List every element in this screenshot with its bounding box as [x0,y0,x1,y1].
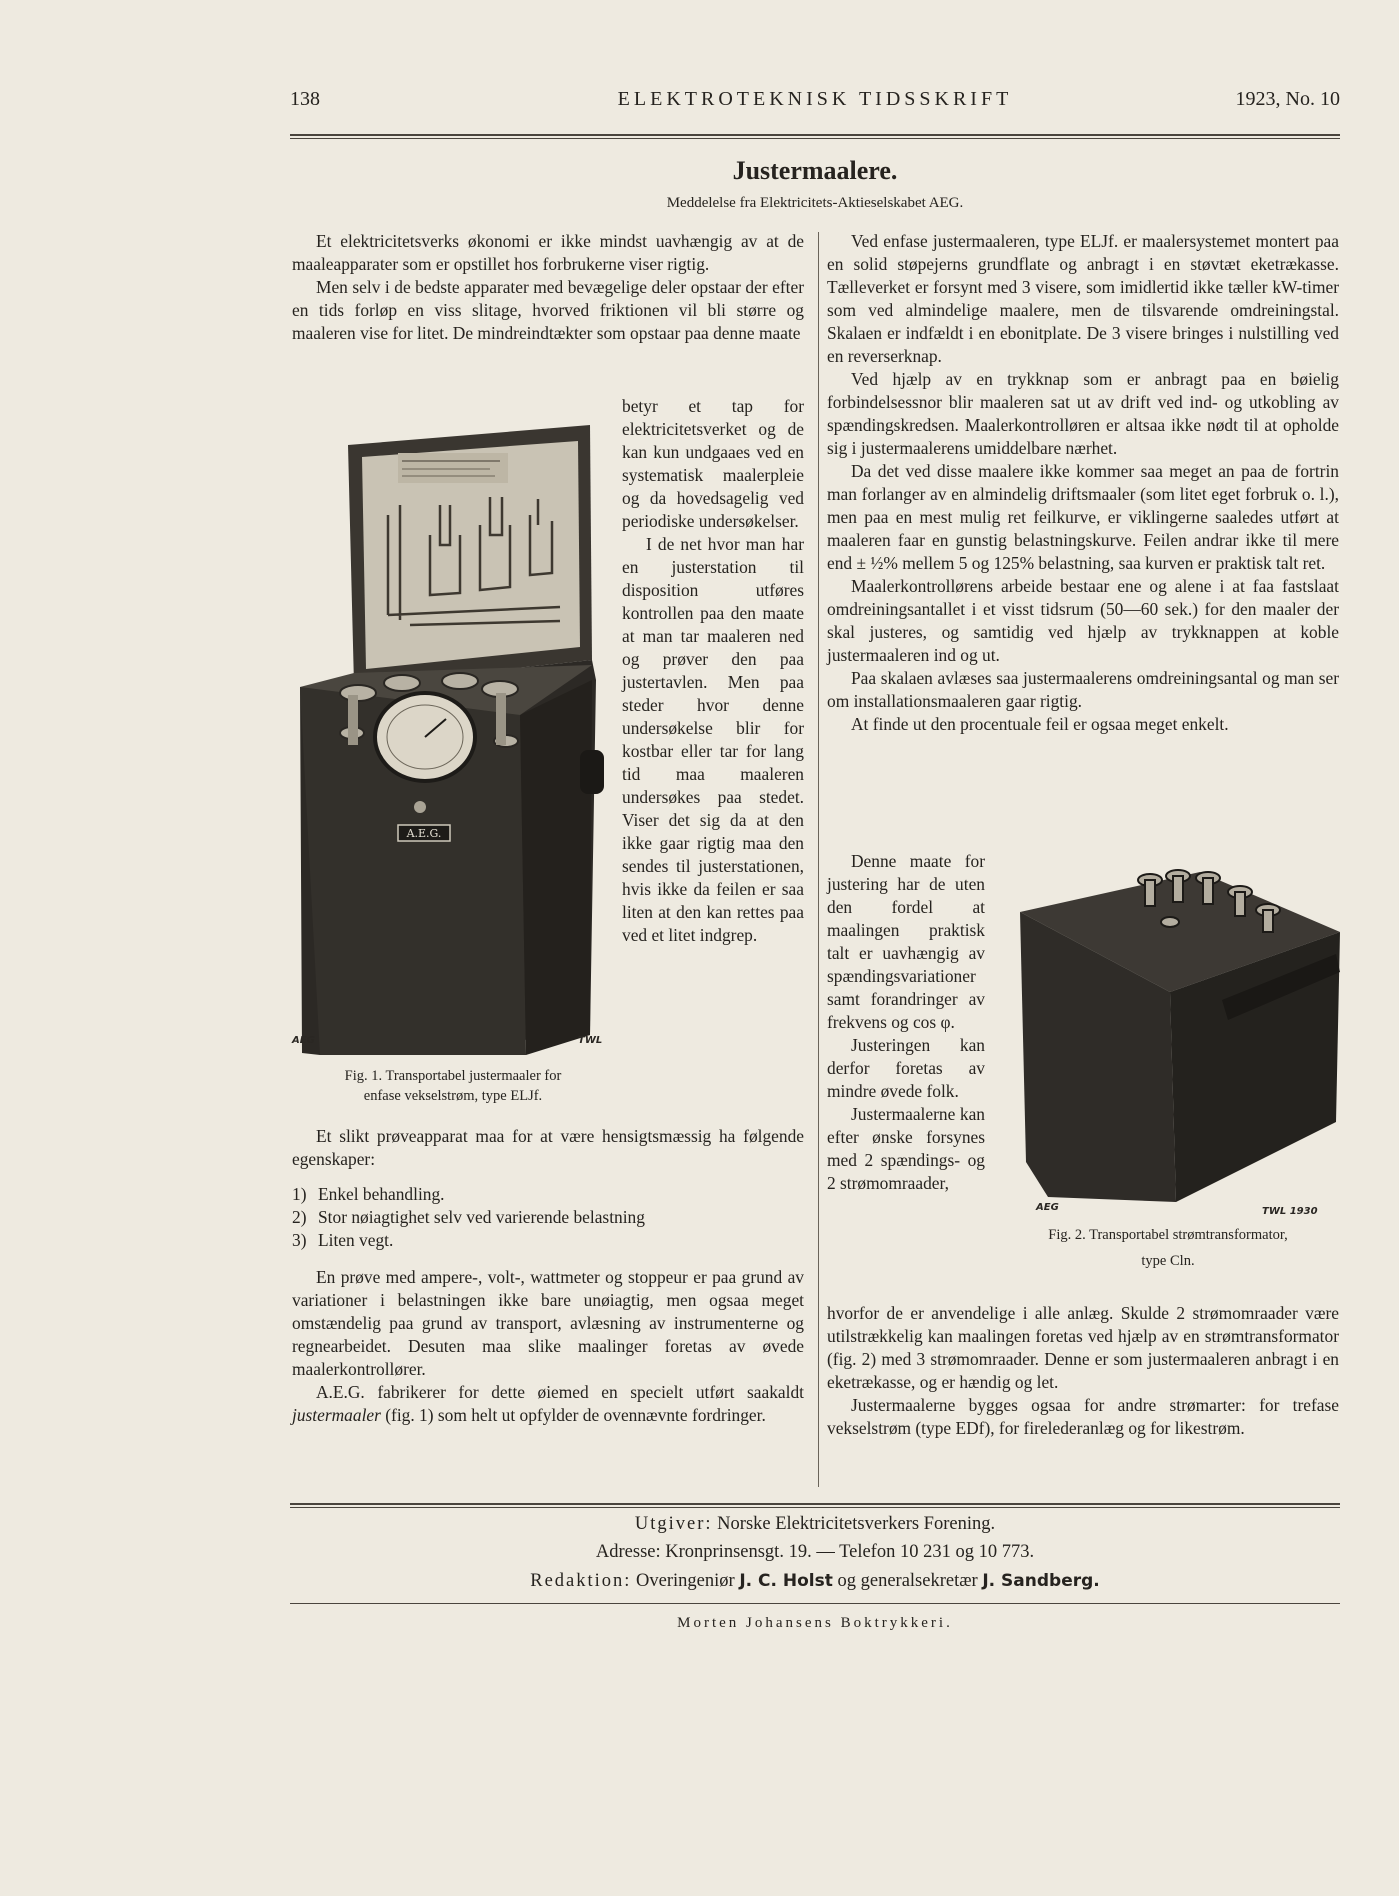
right-column-bottom [827,1302,1339,1440]
article-subtitle: Meddelelse fra Elektricitets-Aktieselskabet AEG. [666,195,964,211]
fig2-mark-left: AEG [1036,1202,1059,1213]
journal-title: ELEKTROTEKNISK TIDSSKRIFT [617,88,1013,110]
left-column-bottom [292,1125,804,1427]
paragraph: Ved hjælp av en trykknap som er anbragt paa en bøielig forbindelsessnor blir maaleren sat ut av drift ved ind- og utkobling av spændingskredsen. Maalerkontrolløren er altsaa ikke nødt til at opholde sig i justermaalerens umiddelbare nærhet. [827,369,1339,458]
paragraph: A.E.G. fabrikerer for dette øiemed en specielt utført saakaldt justermaaler (fig. 1) som helt ut opfylder de ovennævnte fordringer. [292,1382,804,1425]
column-rule [818,232,819,1487]
paragraph: Denne maate for justering har de uten den fordel at maalingen praktisk talt er uavhængig av spændingsvariationer samt forandringer av frekvens og cos φ. [827,851,985,1032]
paragraph: At finde ut den procentuale feil er ogsaa meget enkelt. [851,714,1229,734]
paragraph: Da det ved disse maalere ikke kommer saa meget an paa de fortrin man forlanger av en almindelig driftsmaaler (som litet eget forbruk o. l.), men paa en mest mulig ret feilkurve, er viklingerne saaledes utført at maaleren faar en gunstig belastningskurve. Feilen andrar ikke til mere end ± ½% mellem 5 og 125% belastning, saa kurven er praktisk talt ret. [827,461,1339,573]
stromtransformator-photo [1000,852,1340,1222]
footer-printer: Morten Johansens Boktrykkeri. [677,1615,953,1631]
paragraph: betyr et tap for elektricitetsverket og de kan kun undgaaes ved en systematisk maalerpleie og da hovedsagelig ved periodiske undersøkelser. [622,396,804,531]
footer-address: Adresse: Kronprinsensgt. 19. — Telefon 10 231 og 10 773. [595,1542,1035,1562]
article-title: Justermaalere. [732,156,898,185]
running-head [290,88,1340,118]
figure-1-caption [292,1066,614,1106]
right-narrow-column [827,850,985,1195]
footer-rule [290,1503,1340,1508]
justermaaler-photo [290,425,612,1063]
figure-2 [1000,852,1340,1222]
issue-label: 1923, No. 10 [1235,88,1340,110]
left-narrow-column [622,395,804,947]
figure-2-caption [997,1225,1339,1271]
list-item: 1) Enkel behandling. [292,1184,445,1204]
caption-line: enfase vekselstrøm, type ELJf. [363,1088,543,1104]
paragraph: Paa skalaen avlæses saa justermaalerens omdreiningsantal og man ser om installationsmaaleren gaar rigtig. [827,668,1339,711]
caption-line: type Cln. [1141,1253,1195,1269]
footer-editors: Redaktion: Overingeniør J. C. Holst og generalsekretær J. Sandberg. [530,1571,1100,1591]
figure-1 [290,425,612,1063]
footer-publisher: Utgiver: Norske Elektricitetsverkers Forening. [634,1514,996,1534]
paragraph: Et slikt prøveapparat maa for at være hensigtsmæssig ha følgende egenskaper: [292,1126,804,1169]
paragraph: Et elektricitetsverks økonomi er ikke mindst uavhængig av at de maaleapparater som er opstillet hos forbrukerne viser rigtig. [292,231,804,274]
paragraph: hvorfor de er anvendelige i alle anlæg. Skulde 2 strømomraader være utilstrækkelig kan maalingen foretas ved hjælp av en strømtransformator (fig. 2) med 3 strømomraader. Denne er som justermaaleren anbragt i en eketrækasse, og er hændig og let. [827,1303,1339,1392]
fig1-mark-left: AEG [292,1035,315,1046]
list-item: 3) Liten vegt. [292,1230,394,1250]
paragraph: I de net hvor man har en justerstation til disposition utføres kontrollen paa den maate at man tar maaleren ned og prøver den paa justertavlen. Men paa steder hvor denne undersøkelse blir for kostbar eller tar for lang tid maa maaleren undersøkes paa stedet. Viser det sig da at den ikke gaar rigtig maa den sendes til justerstationen, hvis ikke da feilen er saa liten at den kan rettes paa ved et litet indgrep. [622,534,804,945]
page-number: 138 [290,88,320,110]
fig1-mark-right: TWL [578,1035,603,1046]
left-column-top [292,230,804,345]
fig2-mark-right: TWL 1930 [1262,1206,1318,1217]
header-rule [290,134,1340,139]
list-item: 2) Stor nøiagtighet selv ved varierende belastning [292,1207,645,1227]
aeg-badge: A.E.G. [406,827,442,840]
paragraph: Ved enfase justermaaleren, type ELJf. er maalersystemet montert paa en solid støpejerns grundflate og anbragt i en støvtæt eketrækasse. Tælleverket er forsynt med 3 visere, som imidlertid ikke tæller kW-timer som ved almindelige maalere, men de tilsvarende omdreiningstal. Skalaen er indfældt i en ebonitplate. De 3 visere bringes i nulstilling ved en reverserknap. [827,231,1339,366]
paragraph: Justermaalerne bygges ogsaa for andre strømarter: for trefase vekselstrøm (type EDf), for firelederanlæg og for likestrøm. [827,1395,1339,1438]
paragraph: Men selv i de bedste apparater med bevægelige deler opstaar der efter en tids forløp en viss slitage, hvorved friktionen vil bli større og maaleren vise for litet. De mindreindtækter som opstaar paa denne maate [292,277,804,343]
paragraph: En prøve med ampere-, volt-, wattmeter og stoppeur er paa grund av variationer i belastningen ikke bare unøiagtig, men ogsaa meget omstændelig paa grund av transport, avlæsning av instrumenterne og regnearbeidet. Desuten maa slike maalinger foretas av øvede maalerkontrollører. [292,1267,804,1379]
paragraph: Justermaalerne kan efter ønske forsynes med 2 spændings- og 2 strømomraader, [827,1104,985,1193]
paragraph: Justeringen kan derfor foretas av mindre øvede folk. [827,1035,985,1101]
footer-thin-rule [290,1603,1340,1604]
caption-line: Fig. 2. Transportabel strømtransformator, [1048,1227,1288,1243]
caption-line: Fig. 1. Transportabel justermaaler for [344,1068,562,1084]
right-column-top [827,230,1339,736]
paragraph: Maalerkontrollørens arbeide bestaar ene og alene i at faa fastslaat omdreiningsantallet i et visst tidsrum (50—60 sek.) for den maaler der skal justeres, og samtidig ved hjælp av trykknappen at koble justermaaleren ind og ut. [827,576,1339,665]
